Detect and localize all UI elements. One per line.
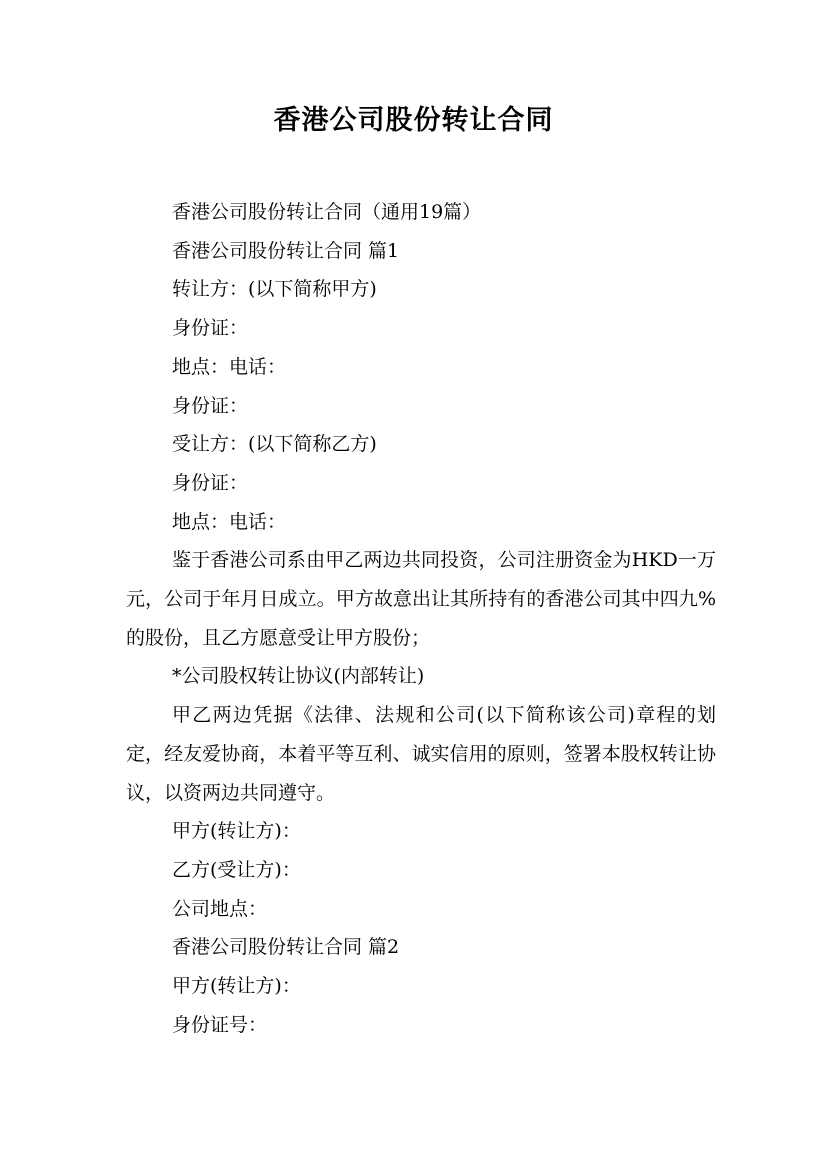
party-b-line: 乙方(受让方)： (172, 858, 301, 881)
document-title: 香港公司股份转让合同 (273, 105, 554, 136)
party-a-line-2: 甲方(转让方)： (172, 975, 301, 998)
section-heading-2: 香港公司股份转让合同 篇2 (172, 936, 400, 959)
section-heading-1: 香港公司股份转让合同 篇1 (172, 239, 400, 262)
document-body (126, 193, 716, 1044)
recital-paragraph: 鉴于香港公司系由甲乙两边共同投资，公司注册资金为HKD一万元，公司于年月日成立。甲方故意出让其所持有的香港公司其中四九%的股份，且乙方愿意受让甲方股份； (126, 549, 716, 649)
company-address-line: 公司地点： (172, 897, 268, 920)
collection-heading: 香港公司股份转让合同（通用19篇） (172, 201, 482, 223)
transferee-id-line: 身份证： (172, 471, 249, 494)
transferor-line: 转让方：(以下简称甲方) (172, 278, 377, 301)
transferee-line: 受让方：(以下简称乙方) (172, 433, 377, 456)
id-number-line: 身份证号： (172, 1013, 268, 1036)
transferor-id-line: 身份证： (172, 317, 249, 340)
transferee-address-phone-line: 地点：电话： (172, 510, 287, 533)
agreement-intro-paragraph: 甲乙两边凭据《法律、法规和公司(以下简称该公司)章程的划定，经友爱协商，本着平等互利、诚实信用的原则，签署本股权转让协议，以资两边共同遵守。 (126, 704, 716, 804)
agreement-subtitle: *公司股权转让协议(内部转让) (172, 665, 425, 688)
id-line: 身份证： (172, 394, 249, 417)
transferor-address-phone-line: 地点：电话： (172, 355, 287, 378)
party-a-line: 甲方(转让方)： (172, 820, 301, 843)
